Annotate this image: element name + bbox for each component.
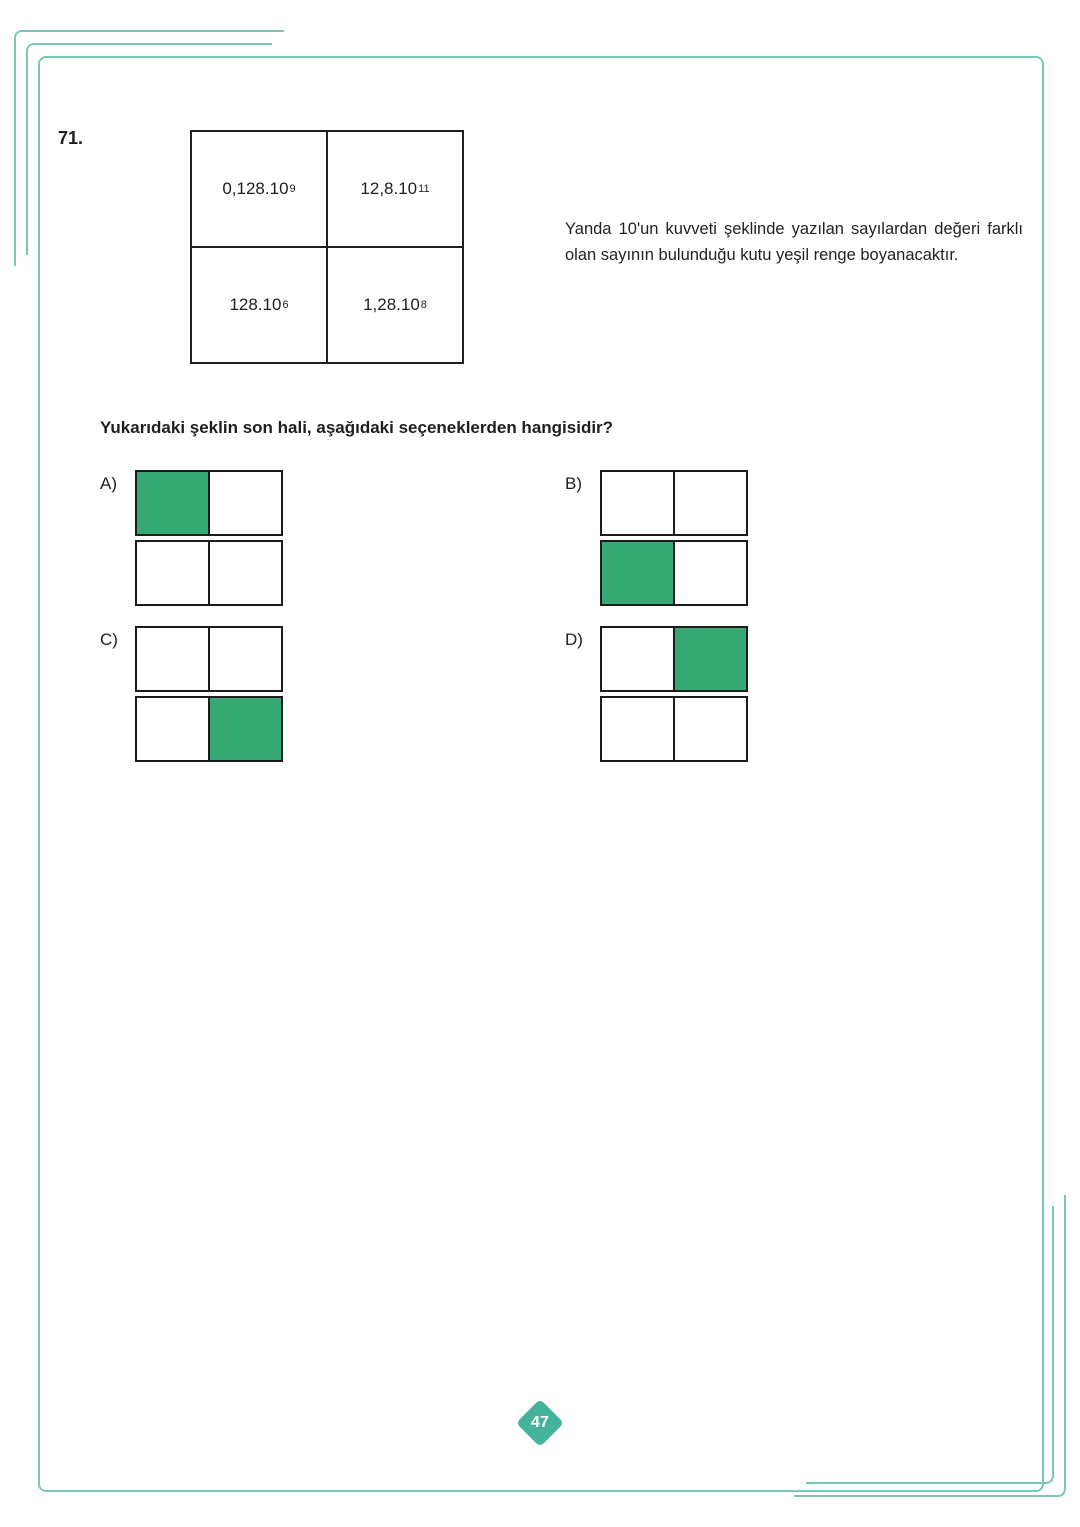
option-grid-row bbox=[135, 696, 283, 762]
option-grid-row bbox=[600, 696, 748, 762]
option-cell bbox=[673, 696, 748, 762]
option-cell bbox=[208, 470, 283, 536]
instruction-text: Yanda 10'un kuvveti şeklinde yazılan sayılardan değeri farklı olan sayının bulunduğu kutu yeşil renge boyanacaktır. bbox=[565, 220, 1023, 264]
option-a bbox=[100, 470, 283, 606]
option-b bbox=[565, 470, 748, 606]
option-grid-row bbox=[135, 540, 283, 606]
grid-cell-bottom-left: 128.10 6 bbox=[191, 247, 327, 363]
option-d-grid bbox=[600, 626, 748, 762]
option-cell bbox=[600, 696, 675, 762]
option-grid-row bbox=[600, 626, 748, 692]
grid-cell-value: 12,8.10 bbox=[360, 179, 418, 198]
option-cell bbox=[673, 540, 748, 606]
grid-cell-top-right: 12,8.10 11 bbox=[327, 131, 463, 247]
option-cell bbox=[208, 696, 283, 762]
question-number: 71. bbox=[58, 128, 84, 148]
option-cell bbox=[600, 626, 675, 692]
option-c bbox=[100, 626, 283, 762]
option-c-label: C) bbox=[100, 630, 118, 649]
option-cell bbox=[673, 626, 748, 692]
power-of-ten-grid bbox=[190, 130, 464, 364]
option-cell bbox=[208, 626, 283, 692]
grid-cell-bottom-right: 1,28.10 8 bbox=[327, 247, 463, 363]
option-cell bbox=[135, 540, 210, 606]
option-grid-row bbox=[135, 626, 283, 692]
question-text: Yukarıdaki şeklin son hali, aşağıdaki seçeneklerden hangisidir? bbox=[100, 418, 614, 437]
option-d-label: D) bbox=[565, 630, 583, 649]
option-cell bbox=[135, 696, 210, 762]
option-b-grid bbox=[600, 470, 748, 606]
option-cell bbox=[600, 540, 675, 606]
option-grid-row bbox=[135, 470, 283, 536]
option-a-label: A) bbox=[100, 474, 117, 493]
option-c-grid bbox=[135, 626, 283, 762]
corner-decoration-bottom-right-inner bbox=[806, 1206, 1054, 1484]
option-cell bbox=[135, 470, 210, 536]
grid-cell-value: 1,28.10 bbox=[363, 295, 420, 314]
option-cell bbox=[600, 470, 675, 536]
page-number: 47 bbox=[531, 1413, 549, 1431]
option-grid-row bbox=[600, 540, 748, 606]
option-cell bbox=[208, 540, 283, 606]
option-cell bbox=[135, 626, 210, 692]
option-a-grid bbox=[135, 470, 283, 606]
option-grid-row bbox=[600, 470, 748, 536]
option-d bbox=[565, 626, 748, 762]
option-b-label: B) bbox=[565, 474, 582, 493]
grid-cell-value: 128.10 bbox=[229, 295, 282, 314]
grid-cell-value: 0,128.10 bbox=[222, 179, 289, 198]
grid-cell-top-left: 0,128.10 9 bbox=[191, 131, 327, 247]
option-cell bbox=[673, 470, 748, 536]
